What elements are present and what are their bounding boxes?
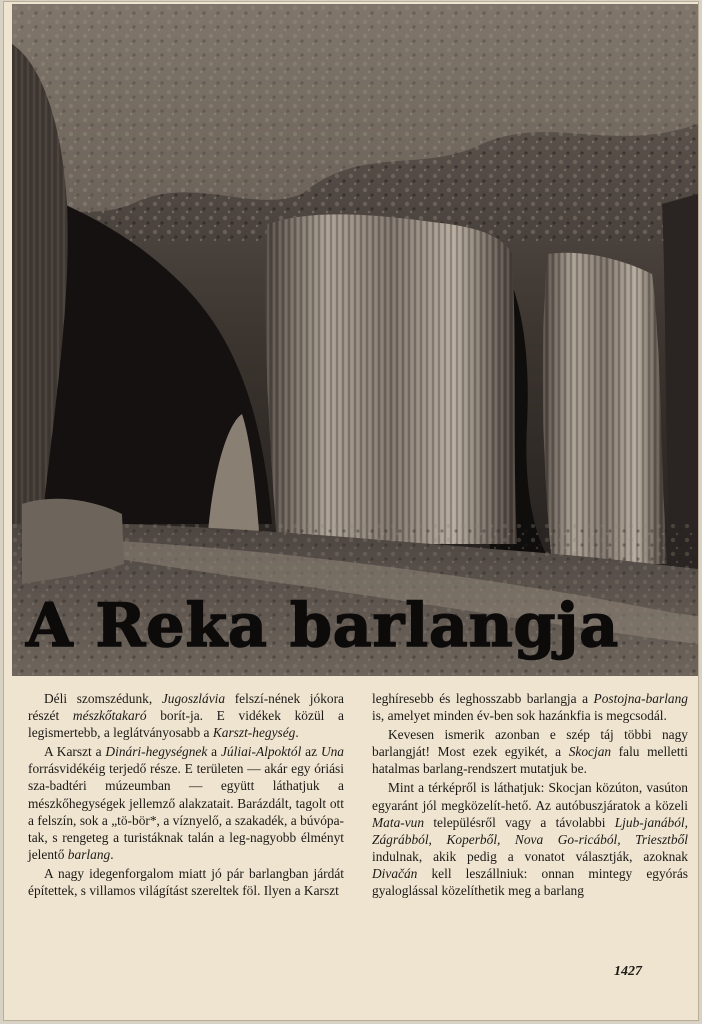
magazine-page (4, 2, 698, 1020)
emphasized-term: Ljub-janából, Zágrábból, Koperből, Nova Go-ricából, Triesztből (372, 814, 688, 847)
emphasized-term: Jugoszlávia (161, 691, 226, 706)
emphasized-term: Skocjan (568, 744, 612, 760)
article-body (28, 690, 688, 960)
page-number: 1427 (614, 964, 642, 979)
left-column (28, 690, 344, 960)
emphasized-term: Postojna-barlang (593, 691, 688, 706)
paragraph: Mint a térképről is láthatjuk: Skocjan közúton, vasúton egyaránt jól megközelít-hető. Az autóbuszjáratok a közeli Mata-vun településről vagy a távolabbi Ljub-janából, Zágrábból, Koperből, Nova Go-ricából, Triesztből indulnak, akik pedig a vonatot választják, azoknak Divačán kell leszállniuk: onnan mintegy egyórás gyaloglással közelíthetik meg a barlang (372, 780, 688, 899)
emphasized-term: Júliai-Alpoktól (220, 744, 302, 760)
paragraph: leghíresebb és leghosszabb barlangja a Postojna-barlang is, amelyet minden év-ben sok hazánkfia is megcsodál. (372, 691, 688, 724)
paragraph: Kevesen ismerik azonban e szép táj többi nagy barlangját! Most ezek egyikét, a Skocjan falu melletti hatalmas barlang-rendszert mutatjuk be. (372, 727, 688, 777)
right-column (372, 690, 688, 960)
emphasized-term: mészkőtakaró (72, 708, 147, 724)
article-title: A Reka barlangja (26, 591, 620, 661)
paragraph: A nagy idegenforgalom miatt jó pár barlangban járdát építettek, s villamos világítást szereltek föl. Ilyen a Karszt (28, 865, 344, 899)
cave-photo-image (12, 4, 698, 676)
emphasized-term: barlang (67, 846, 111, 862)
emphasized-term: Divačán (372, 865, 418, 881)
paragraph: Déli szomszédunk, Jugoszlávia felszí-nének jókora részét mészkőtakaró borít-ja. E vidékek közül a legismertebb, a leglátványosabb a Karszt-hegység. (28, 691, 344, 741)
emphasized-term: Karszt-hegység (212, 725, 296, 741)
emphasized-term: Mata-vun (372, 814, 425, 830)
emphasized-term: Una (320, 744, 344, 760)
paragraph: A Karszt a Dinári-hegységnek a Júliai-Alpoktól az Una forrásvidékéig terjedő része. E területen — akár egy óriási sza-badtéri múzeumban — együtt láthatjuk a mészkőhegységek jellemző alakzatait. Barázdált, tagolt ott a felszín, sok a „tö-bör*, a víznyelő, a szakadék, a búvópa-tak, s rengeteg a turistáknak talán a leg-nagyobb élményt jelentő barlang. (28, 744, 344, 862)
emphasized-term: Dinári-hegységnek (105, 744, 208, 760)
cave-photo (12, 4, 698, 676)
